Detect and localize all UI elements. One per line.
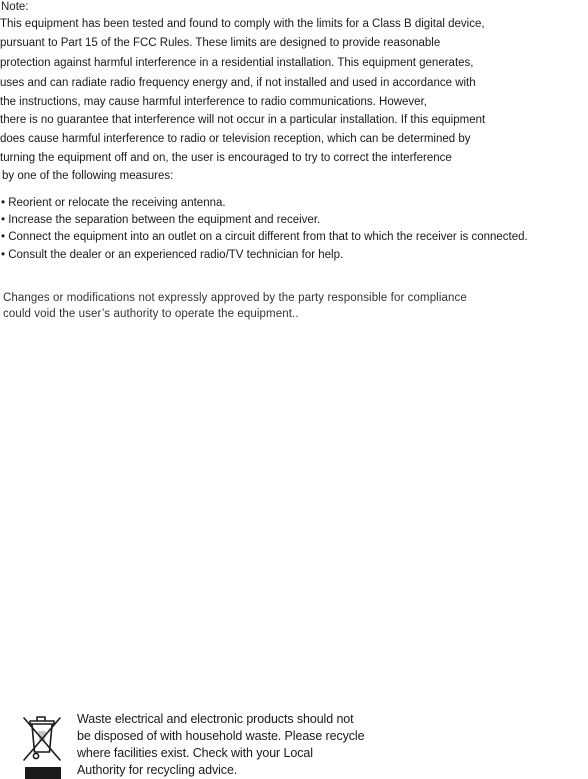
fcc-statement-line: uses and can radiate radio frequency energy and, if not installed and used in accordance with (0, 77, 476, 89)
measure-item: • Increase the separation between the equipment and receiver. (1, 214, 321, 226)
weee-notice-line: be disposed of with household waste. Please recycle (77, 729, 365, 743)
fcc-statement-line: pursuant to Part 15 of the FCC Rules. These limits are designed to provide reasonable (0, 37, 441, 49)
weee-notice (77, 711, 407, 779)
fcc-statement-line: turning the equipment off and on, the user is encouraged to try to correct the interference (0, 152, 452, 164)
changes-warning-line: Changes or modifications not expressly approved by the party responsible for compliance (3, 292, 467, 304)
measure-item: • Connect the equipment into an outlet on a circuit different from that to which the receiver is connected. (1, 231, 528, 243)
note-label: Note: (1, 1, 29, 13)
weee-notice-line: Waste electrical and electronic products should not (77, 712, 354, 726)
fcc-statement-line: the instructions, may cause harmful interference to radio communications. However, (0, 96, 427, 108)
fcc-statement-line: does cause harmful interference to radio or television reception, which can be determined by (0, 133, 471, 145)
measure-item: • Reorient or relocate the receiving antenna. (1, 197, 226, 209)
crossed-out-wheelie-bin-icon (21, 714, 63, 764)
weee-notice-line: where facilities exist. Check with your Local (77, 746, 313, 760)
measure-item: • Consult the dealer or an experienced radio/TV technician for help. (1, 249, 344, 261)
changes-warning-line: could void the user’s authority to operate the equipment.. (3, 308, 299, 320)
fcc-statement-line: by one of the following measures: (2, 170, 174, 182)
fcc-statement-line: This equipment has been tested and found to comply with the limits for a Class B digital device, (0, 18, 485, 30)
weee-bar (25, 767, 61, 779)
fcc-statement-line: there is no guarantee that interference will not occur in a particular installation. If this equipment (0, 114, 486, 126)
fcc-statement-line: protection against harmful interference in a residential installation. This equipment generates, (0, 57, 474, 69)
weee-notice-line: Authority for recycling advice. (77, 763, 238, 777)
